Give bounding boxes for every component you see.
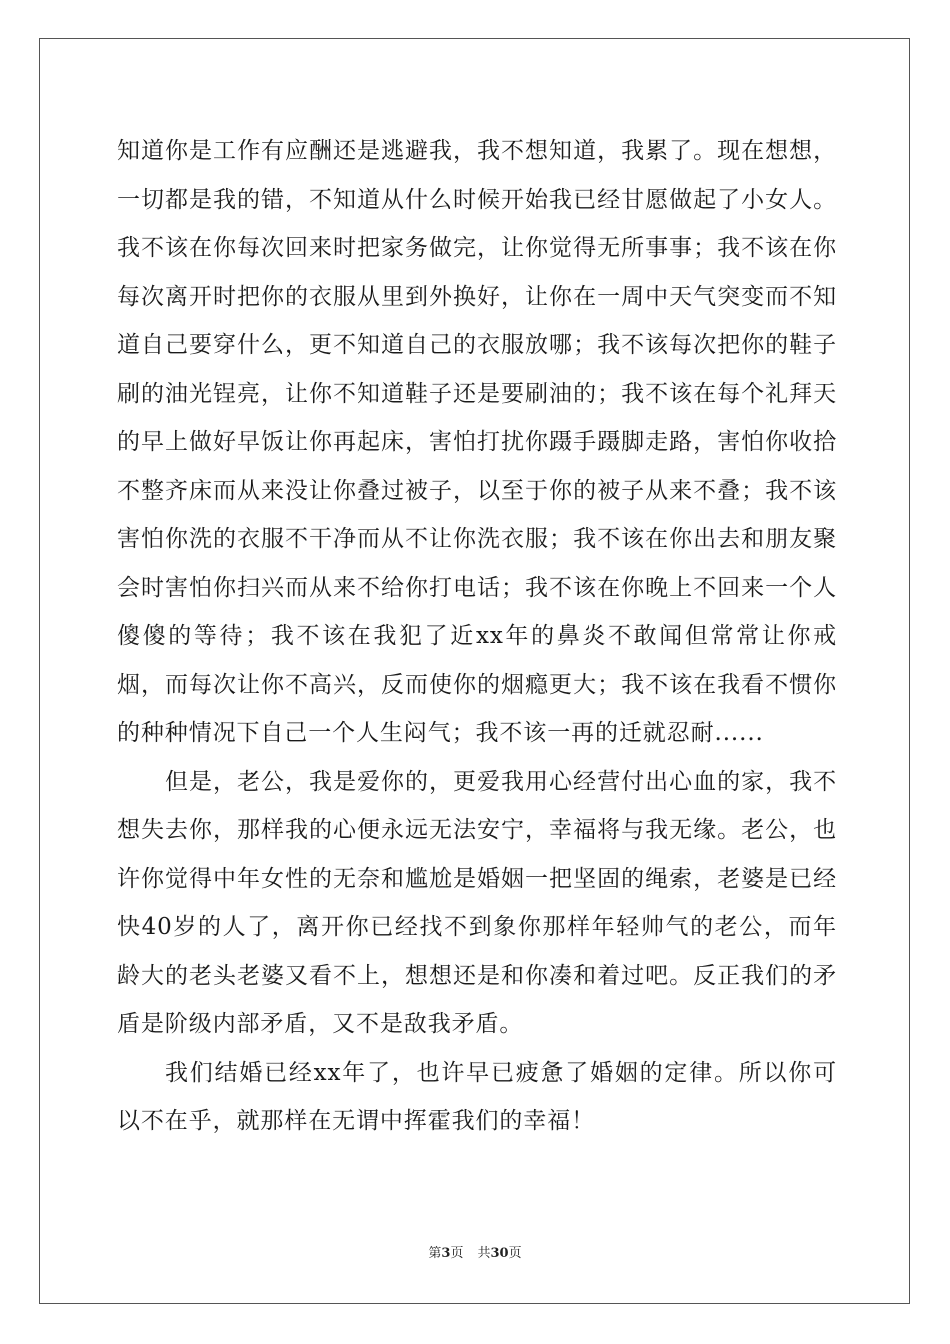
page-number-unit: 页 (450, 1246, 464, 1261)
paragraph-2: 但是，老公，我是爱你的，更爱我用心经营付出心血的家，我不想失去你，那样我的心便永远无法安宁，幸福将与我无缘。老公，也许你觉得中年女性的无奈和尴尬是婚姻一把坚固的绳索，老婆是已经快40岁的人了，离开你已经找不到象你那样年轻帅气的老公，而年龄大的老头老婆又看不上，想想还是和你凑和着过吧。反正我们的矛盾是阶级内部矛盾，又不是敌我矛盾。 (117, 768, 837, 1037)
page-footer (0, 1242, 950, 1261)
page-number-current: 3 (441, 1246, 451, 1261)
page-total-count: 30 (490, 1246, 509, 1261)
page-total-prefix: 共 (477, 1246, 491, 1261)
page-number-prefix: 第 (428, 1246, 442, 1261)
paragraph-1: 知道你是工作有应酬还是逃避我，我不想知道，我累了。现在想想，一切都是我的错，不知道从什么时候开始我已经甘愿做起了小女人。我不该在你每次回来时把家务做完，让你觉得无所事事；我不该在你每次离开时把你的衣服从里到外换好，让你在一周中天气突变而不知道自己要穿什么，更不知道自己的衣服放哪；我不该每次把你的鞋子刷的油光锃亮，让你不知道鞋子还是要刷油的；我不该在每个礼拜天的早上做好早饭让你再起床，害怕打扰你蹑手蹑脚走路，害怕你收拾不整齐床而从来没让你叠过被子，以至于你的被子从来不叠；我不该害怕你洗的衣服不干净而从不让你洗衣服；我不该在你出去和朋友聚会时害怕你扫兴而从来不给你打电话；我不该在你晚上不回来一个人傻傻的等待；我不该在我犯了近xx年的鼻炎不敢闻但常常让你戒烟，而每次让你不高兴，反而使你的烟瘾更大；我不该在我看不惯你的种种情况下自己一个人生闷气；我不该一再的迁就忍耐...... (117, 138, 837, 746)
page-total-unit: 页 (508, 1246, 522, 1261)
document-body (117, 127, 837, 1146)
paragraph-3: 我们结婚已经xx年了，也许早已疲惫了婚姻的定律。所以你可以不在乎，就那样在无谓中挥霍我们的幸福！ (117, 1059, 837, 1134)
